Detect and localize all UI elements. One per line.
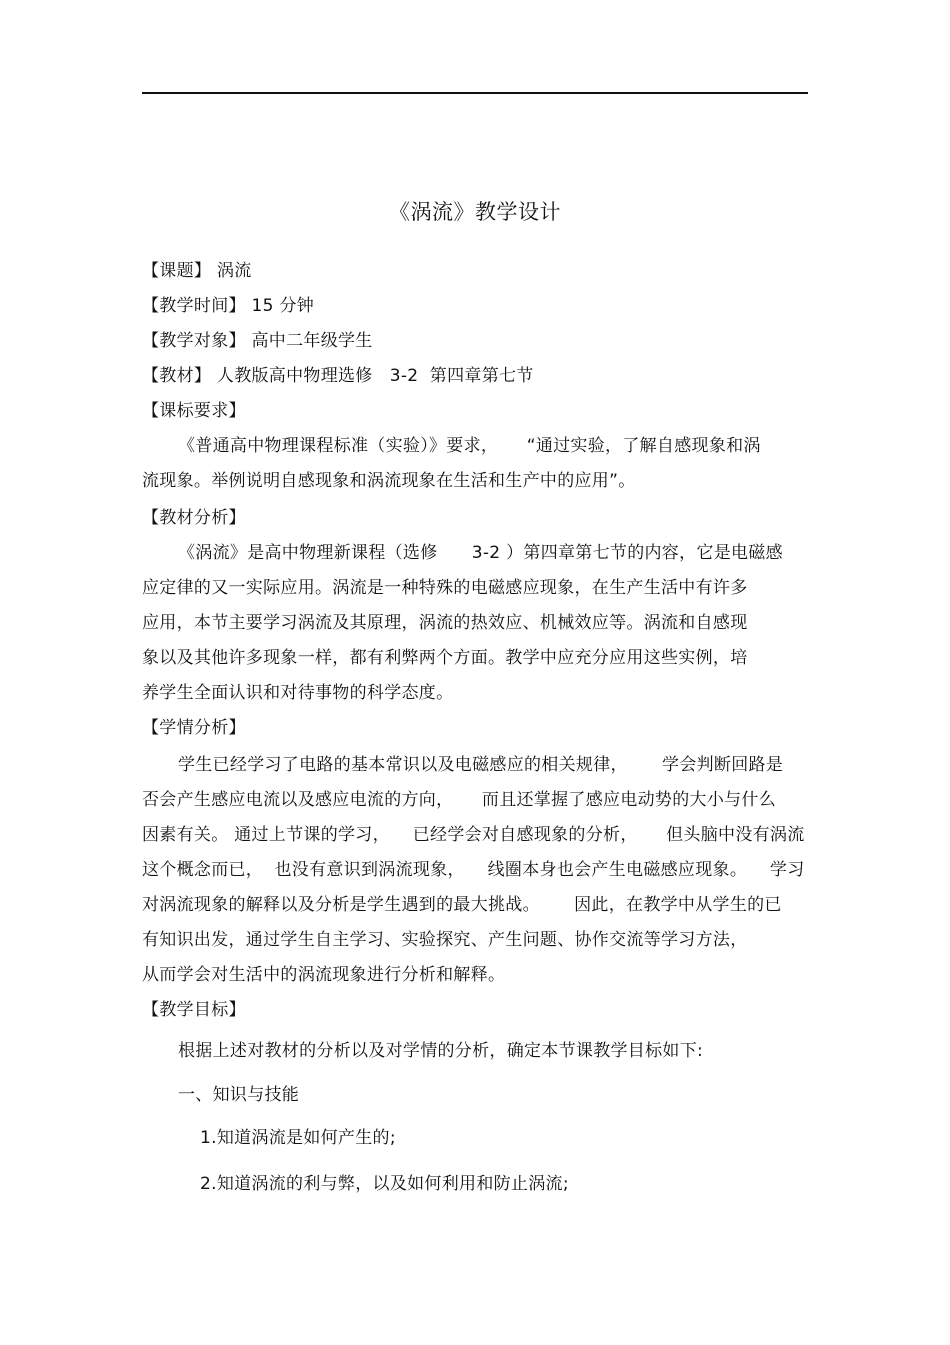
paragraph-line: 应定律的又一实际应用。涡流是一种特殊的电磁感应现象，在生产生活中有许多: [142, 578, 748, 598]
topic-line: 【课题】 涡流: [142, 261, 252, 281]
section-heading-standards: 【课标要求】: [142, 401, 246, 421]
paragraph-line: 《涡流》是高中物理新课程（选修 3-2 ）第四章第七节的内容，它是电磁感: [178, 543, 783, 563]
textbook-line: 【教材】 人教版高中物理选修 3-2 第四章第七节: [142, 366, 534, 386]
paragraph-line: 根据上述对教材的分析以及对学情的分析，确定本节课教学目标如下:: [178, 1041, 704, 1061]
paragraph-line: 学生已经学习了电路的基本常识以及电磁感应的相关规律， 学会判断回路是: [178, 755, 784, 775]
paragraph-line: 否会产生感应电流以及感应电流的方向， 而且还掌握了感应电动势的大小与什么: [142, 790, 777, 810]
header-rule: [142, 92, 808, 94]
paragraph-line: 有知识出发，通过学生自主学习、实验探究、产生问题、协作交流等学习方法，: [142, 930, 748, 950]
paragraph-line: 象以及其他许多现象一样，都有利弊两个方面。教学中应充分应用这些实例，培: [142, 648, 748, 668]
paragraph-line: 因素有关。 通过上节课的学习， 已经学会对自感现象的分析， 但头脑中没有涡流: [142, 825, 805, 845]
list-item: 1.知道涡流是如何产生的;: [200, 1128, 396, 1148]
paragraph-line: 《普通高中物理课程标准（实验）》要求， “通过实验，了解自感现象和涡: [178, 436, 761, 456]
paragraph-line: 流现象。举例说明自感现象和涡流现象在生活和生产中的应用”。: [142, 471, 636, 491]
paragraph-line: 对涡流现象的解释以及分析是学生遇到的最大挑战。 因此，在教学中从学生的已: [142, 895, 782, 915]
document-title: 《涡流》教学设计: [389, 200, 561, 224]
paragraph-line: 养学生全面认识和对待事物的科学态度。: [142, 683, 454, 703]
time-line: 【教学时间】 15 分钟: [142, 296, 315, 316]
section-heading-textbook-analysis: 【教材分析】: [142, 508, 246, 528]
subsection-heading: 一、知识与技能: [178, 1085, 300, 1105]
audience-line: 【教学对象】 高中二年级学生: [142, 331, 373, 351]
paragraph-line: 这个概念而已， 也没有意识到涡流现象， 线圈本身也会产生电磁感应现象。 学习: [142, 860, 805, 880]
section-heading-objectives: 【教学目标】: [142, 1000, 246, 1020]
section-heading-student-analysis: 【学情分析】: [142, 718, 246, 738]
list-item: 2.知道涡流的利与弊，以及如何利用和防止涡流;: [200, 1174, 569, 1194]
paragraph-line: 从而学会对生活中的涡流现象进行分析和解释。: [142, 965, 506, 985]
paragraph-line: 应用，本节主要学习涡流及其原理，涡流的热效应、机械效应等。涡流和自感现: [142, 613, 748, 633]
